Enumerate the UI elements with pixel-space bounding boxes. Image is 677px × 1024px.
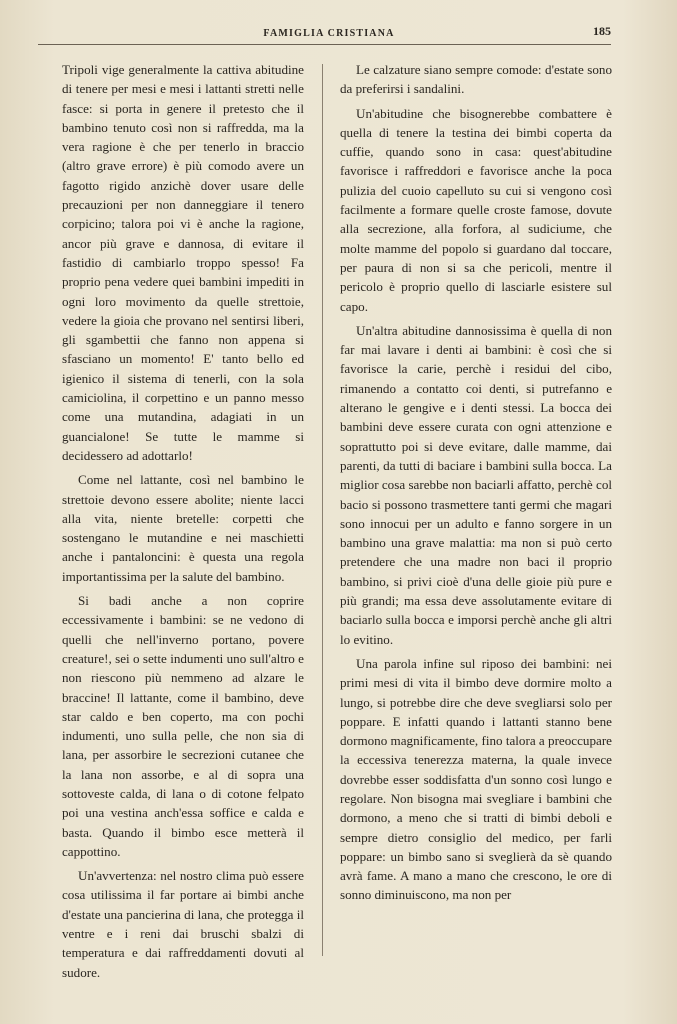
right-column [340,60,612,910]
paragraph: Un'avvertenza: nel nostro clima può essere cosa utilissima il far portare ai bimbi anche d'estate una pancierina di lana, che protegga il ventre e i reni dai bruschi sbalzi di temperatura e dai raffreddamenti dovuti al sudore. [62,868,304,980]
column-rule [322,64,323,956]
paragraph: Tripoli vige generalmente la cattiva abitudine di tenere per mesi e mesi i lattanti stretti nelle fasce: si porta in genere il pretesto che il bambino tenuto così non si raffredda, ma la vera ragione è che per tenerlo in braccio (altro grave errore) è più comodo avere un fagotto rigido anzichè dover usare delle precauzioni per non danneggiare il tenero corpicino; talora poi vi è anche la ragione, ancor più grave e dannosa, di evitare il fastidio di cambiarlo troppo spesso! Fa proprio pena vedere quei bambini impediti in ogni loro movimento da quelle strettoie, vedere la gioia che provano nel sentirsi liberi, gli sgambettii che fanno non appena si sfasciano un momento! E' tanto bello ed igienico il sistema di tenerli, con la sola camiciolina, il corpettino e un panno messo come una mutandina, adagiati in un guancialone! Se tutte le mamme si decidessero ad adottarlo! [62,62,304,463]
paragraph: Come nel lattante, così nel bambino le strettoie devono essere abolite; niente lacci alla vita, niente bretelle: corpetti che sostengano le mutandine e nei maschietti anche i pantaloncini: è questa una regola importantissima per la salute del bambino. [62,472,304,584]
paragraph: Una parola infine sul riposo dei bambini: nei primi mesi di vita il bimbo deve dormire molto a lungo, si potrebbe dire che deve svegliarsi solo per poppare. E infatti quando i lattanti stanno bene dormono magnificamente, fino talora a preoccupare la eccessiva tenerezza materna, la quale invece dovrebbe esser soddisfatta d'un sonno così lungo e regolare. Non bisogna mai svegliare i bambini che dormono, a meno che si tratti di bimbi deboli e sempre dietro consiglio del medico, per farli poppare: un bimbo sano si sveglierà da sè quando avrà fame. A mano a mano che crescono, le ore di sonno diminuiscono, ma non per [340,655,612,903]
paragraph: Si badi anche a non coprire eccessivamente i bambini: se ne vedono di quelli che nell'inverno portano, povere creature!, sei o sette indumenti uno sull'altro e non riescono più nemmeno ad alzare le braccine! Il lattante, come il bambino, deve star caldo e ben coperto, ma con pochi indumenti, uno sulla pelle, che non sia di lana, per assorbire le secrezioni cutanee che la lana non assorbe, e al di sopra una sottoveste calda, di lana o di cotone felpato poi una vestina anch'essa soffice e calda e basta. Quando il bimbo esce metterà il cappottino. [62,593,304,859]
header-rule [38,44,611,45]
left-column [62,60,304,987]
running-head [0,24,677,44]
paragraph: Un'abitudine che bisognerebbe combattere è quella di tenere la testina dei bimbi coperta da cuffie, quando sono in casa: quest'abitudine favorisce i raffreddori e favorisce anche la poca pulizia del cuoio capelluto su cui si vengono così facilmente a formare quelle croste famose, dovute alla secrezione, alla forfora, al sudiciume, che molte mamme del popolo si guardano dal toccare, per paura di non si sa che pericoli, mentre il pericolo è proprio quello di lasciarle esistere sul capo. [340,105,612,314]
paragraph: Un'altra abitudine dannosissima è quella di non far mai lavare i denti ai bambini: è così che si favorisce la carie, perchè i residui del cibo, rimanendo a contatto coi denti, si putrefanno e alterano le gengive e i denti stessi. La bocca dei bambini deve essere curata con ogni attenzione e soprattutto poi si deve evitare, dalle mamme, dai parenti, da tutti di baciare i bambini sulla bocca. La miglior cosa sarebbe non baciarli affatto, perchè col bacio si possono trasmettere tanti germi che magari sono innocui per un adulto e fanno sorgere in un bambino una grave malattia: ma non si può certo pretendere che una madre non baci il proprio bambino, si privi cioè d'una delle gioie più pure e più grandi; ma essa deve assolutamente evitare di baciarlo sulla bocca e imporsi perchè anche gli altri lo evitino. [340,322,612,647]
paragraph: Le calzature siano sempre comode: d'estate sono da preferirsi i sandalini. [340,62,612,97]
journal-title: FAMIGLIA CRISTIANA [263,28,395,39]
page-number: 185 [593,24,611,38]
